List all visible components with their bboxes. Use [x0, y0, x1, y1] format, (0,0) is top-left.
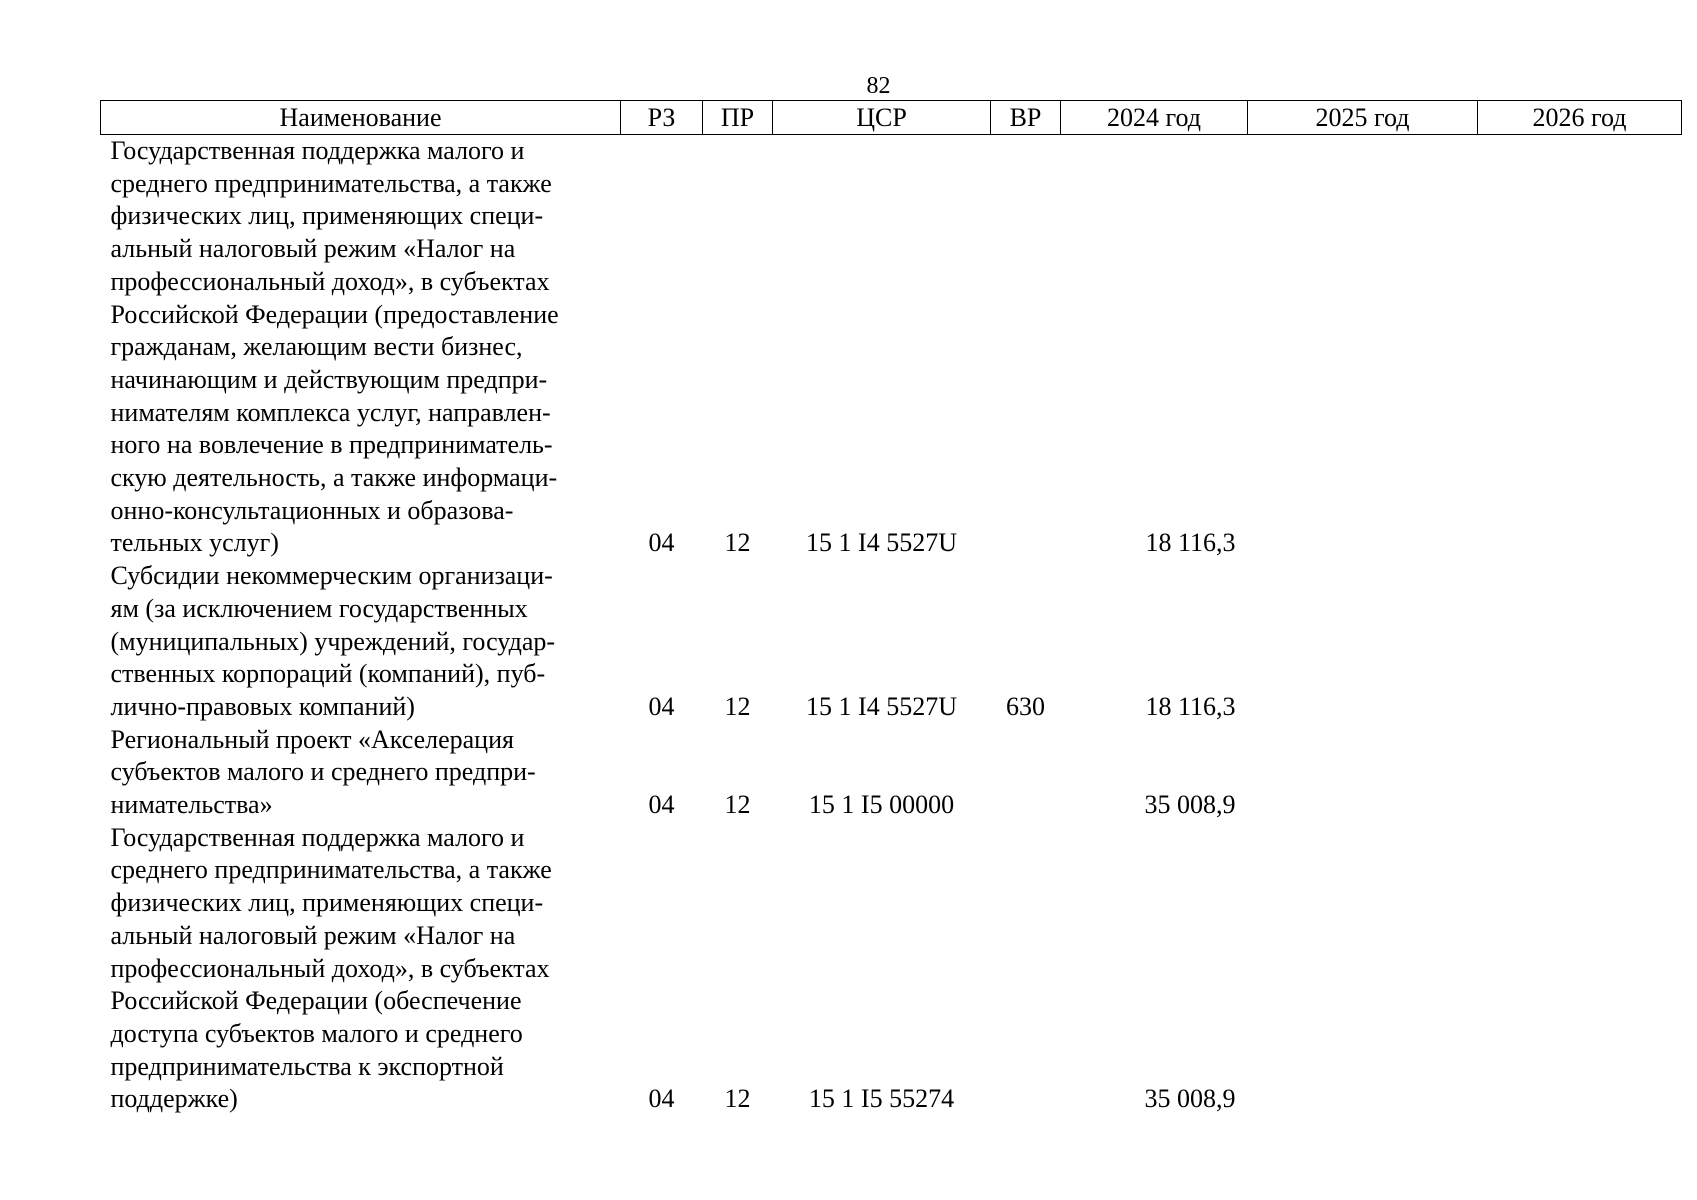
- name-line: тельных услуг): [110, 528, 279, 558]
- header-2026: 2026 год: [1478, 101, 1682, 135]
- header-name: Наименование: [101, 101, 621, 135]
- name-line: онно-консультационных и образова-: [110, 495, 514, 525]
- name-line: Государственная поддержка малого и: [110, 136, 525, 165]
- row-rz: 04: [648, 1084, 675, 1114]
- name-line: альный налоговый режим «Налог на: [110, 920, 516, 950]
- name-line: поддержке): [110, 1084, 238, 1114]
- row-vr: [991, 135, 1061, 561]
- name-line: нимателям комплекса услуг, направлен-: [110, 397, 551, 427]
- page-number: 82: [866, 73, 891, 99]
- row-pr: 12: [724, 528, 751, 558]
- table-body: [101, 135, 1682, 1117]
- row-2026: [1478, 822, 1682, 1116]
- row-rz: 04: [648, 691, 675, 721]
- name-line: среднего предпринимательства, а также: [110, 855, 552, 885]
- row-pr: 12: [724, 1084, 751, 1114]
- row-csr: 15 1 I4 5527U: [806, 528, 957, 558]
- name-line: (муниципальных) учреждений, государ-: [110, 626, 556, 656]
- name-line: альный налоговый режим «Налог на: [110, 234, 516, 264]
- row-2025: [1248, 724, 1478, 822]
- name-line: физических лиц, применяющих специ-: [110, 888, 544, 918]
- table-row: [101, 560, 1682, 724]
- header-csr: ЦСР: [773, 101, 991, 135]
- name-line: ного на вовлечение в предприниматель-: [110, 430, 553, 460]
- row-2025: [1248, 822, 1478, 1116]
- name-line: Государственная поддержка малого и: [110, 822, 525, 852]
- header-pr: ПР: [703, 101, 773, 135]
- row-pr: 12: [724, 790, 751, 820]
- table-row: [101, 724, 1682, 822]
- row-vr: 630: [1006, 691, 1045, 721]
- row-rz: 04: [648, 790, 675, 820]
- row-2024: 35 008,9: [1144, 790, 1236, 820]
- header-2025: 2025 год: [1248, 101, 1478, 135]
- row-pr: 12: [724, 691, 751, 721]
- name-line: среднего предпринимательства, а также: [110, 168, 552, 198]
- row-name: [101, 822, 621, 1116]
- name-line: предпринимательства к экспортной: [110, 1051, 504, 1081]
- header-vr: ВР: [991, 101, 1061, 135]
- name-line: субъектов малого и среднего предпри-: [110, 757, 536, 787]
- budget-table: [100, 100, 1682, 1116]
- name-line: скую деятельность, а также информаци-: [110, 463, 558, 493]
- name-line: начинающим и действующим предпри-: [110, 364, 548, 394]
- name-line: доступа субъектов малого и среднего: [110, 1018, 523, 1048]
- row-name: [101, 135, 621, 561]
- row-2026: [1478, 724, 1682, 822]
- row-csr: 15 1 I4 5527U: [806, 691, 957, 721]
- header-rz: РЗ: [621, 101, 703, 135]
- name-line: профессиональный доход», в субъектах: [110, 266, 550, 296]
- row-rz: 04: [648, 528, 675, 558]
- name-line: лично-правовых компаний): [110, 691, 415, 721]
- row-2024: 18 116,3: [1145, 528, 1236, 558]
- row-2024: 35 008,9: [1144, 1084, 1236, 1114]
- name-line: Субсидии некоммерческим организаци-: [110, 561, 553, 591]
- name-line: ям (за исключением государственных: [110, 593, 528, 623]
- table-row: [101, 822, 1682, 1116]
- name-line: нимательства»: [110, 790, 273, 820]
- name-line: ственных корпораций (компаний), пуб-: [110, 659, 546, 689]
- row-2024: 18 116,3: [1145, 691, 1236, 721]
- row-csr: 15 1 I5 55274: [808, 1084, 955, 1114]
- name-line: Региональный проект «Акселерация: [110, 724, 514, 754]
- header-2024: 2024 год: [1061, 101, 1248, 135]
- row-name: [101, 560, 621, 724]
- row-vr: [991, 724, 1061, 822]
- row-csr: 15 1 I5 00000: [808, 790, 955, 820]
- name-line: Российской Федерации (предоставление: [110, 299, 559, 329]
- name-line: Российской Федерации (обеспечение: [110, 986, 522, 1016]
- name-line: физических лиц, применяющих специ-: [110, 201, 544, 231]
- row-2025: [1248, 560, 1478, 724]
- name-line: гражданам, желающим вести бизнес,: [110, 332, 523, 362]
- table-row: [101, 135, 1682, 561]
- name-line: профессиональный доход», в субъектах: [110, 953, 550, 983]
- row-name: [101, 724, 621, 822]
- row-2025: [1248, 135, 1478, 561]
- row-2026: [1478, 135, 1682, 561]
- row-2026: [1478, 560, 1682, 724]
- table-header: [101, 101, 1682, 135]
- row-vr: [991, 822, 1061, 1116]
